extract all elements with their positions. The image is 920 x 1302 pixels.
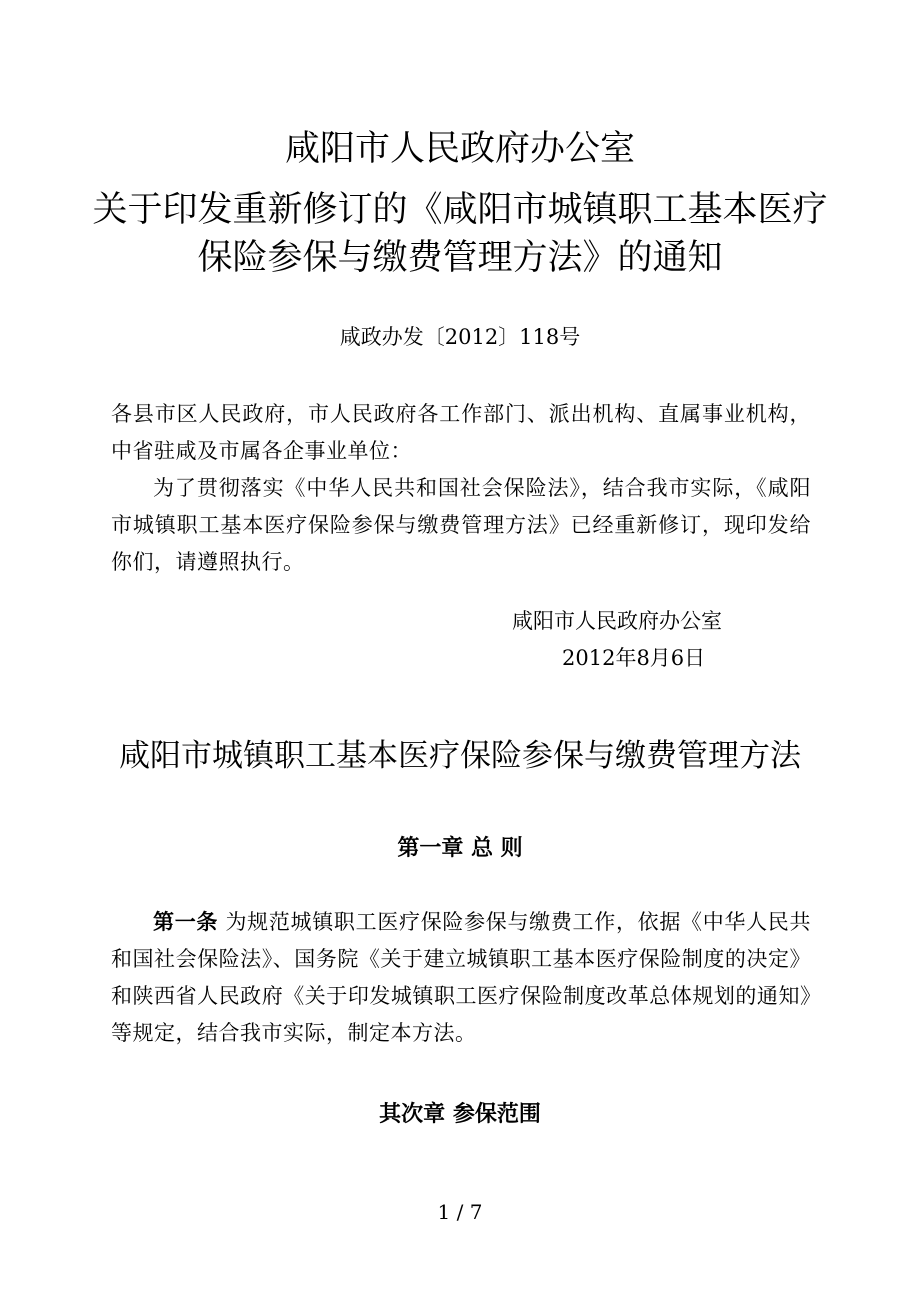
signature-date: 2012年8月6日: [562, 646, 706, 670]
page-number: 1 / 7: [437, 1200, 483, 1224]
notice-body: [111, 396, 811, 581]
chapter-1-heading: 第一章 总 则: [397, 836, 523, 861]
notice-title-line-1: 咸阳市人民政府办公室: [284, 129, 635, 169]
notice-title-line-2: 关于印发重新修订的《咸阳市城镇职工基本医疗: [92, 190, 828, 230]
article-1-label: 第一条: [153, 910, 219, 934]
notice-title-line-3: 保险参保与缴费管理方法》的通知: [197, 238, 723, 278]
notice-paragraph: 为了贯彻落实《中华人民共和国社会保险法》，结合我市实际，《咸阳市城镇职工基本医疗保险参保与缴费管理方法》已经重新修订，现印发给你们，请遵照执行。: [111, 476, 811, 574]
signature-organization: 咸阳市人民政府办公室: [512, 609, 722, 633]
chapter-2-heading: 其次章 参保范围: [379, 1102, 541, 1127]
article-1-text: 为规范城镇职工医疗保险参保与缴费工作，依据《中华人民共和国社会保险法》、国务院《关于建立城镇职工基本医疗保险制度的决定》和陕西省人民政府《关于印发城镇职工医疗保险制度改革总体规划的通知》等规定，结合我市实际，制定本方法。: [111, 910, 811, 1045]
article-1: [111, 904, 811, 1052]
addressee: 各县市区人民政府，市人民政府各工作部门、派出机构、直属事业机构，中省驻咸及市属各企事业单位：: [111, 402, 811, 463]
document-number: 咸政办发〔2012〕118号: [339, 325, 581, 349]
method-title: 咸阳市城镇职工基本医疗保险参保与缴费管理方法: [119, 738, 801, 774]
